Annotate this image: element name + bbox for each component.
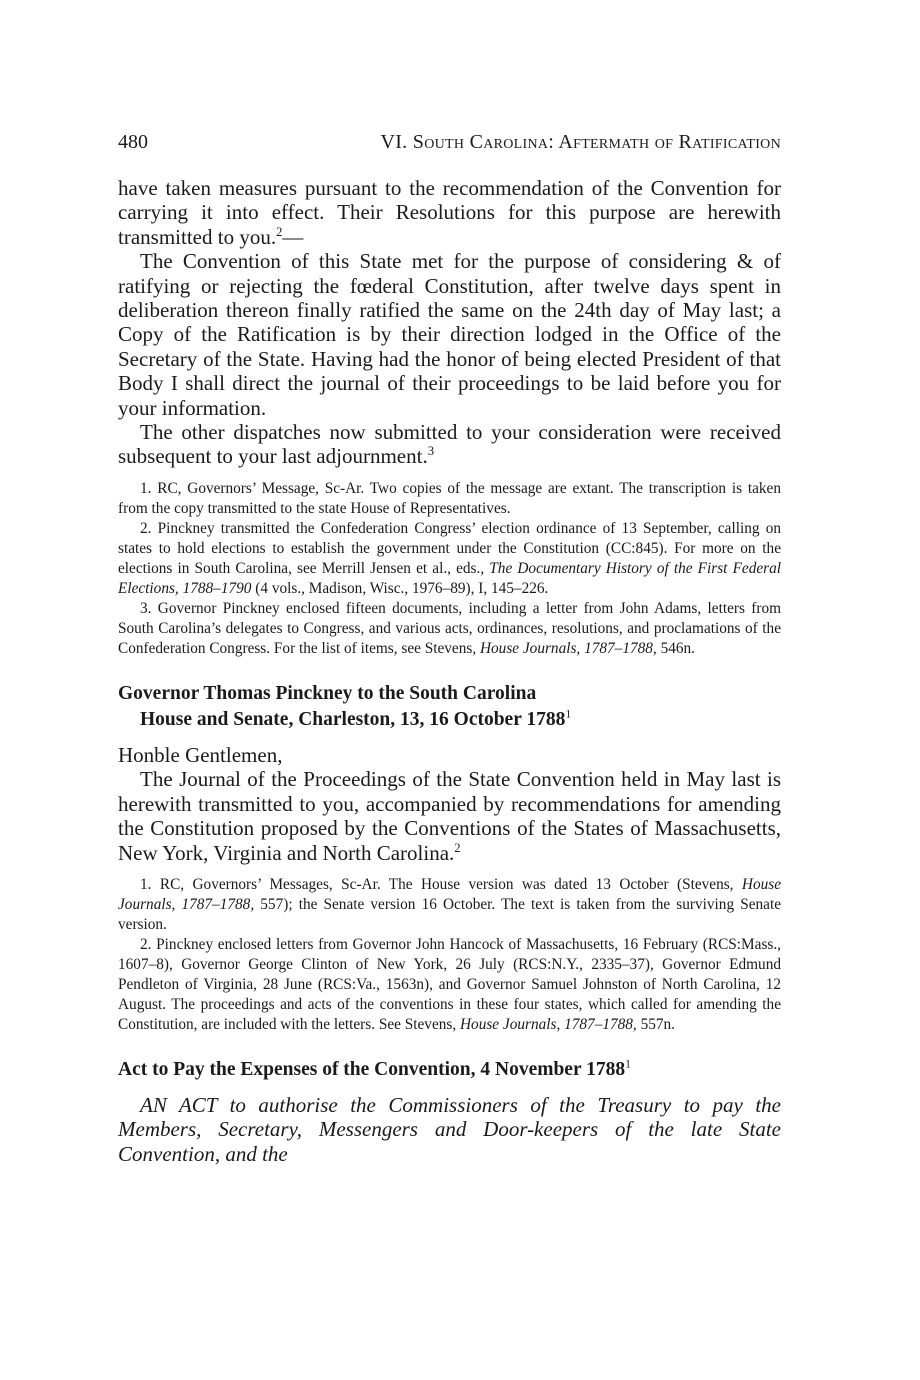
paragraph-text: have taken measures pursuant to the recommendation of the Convention for carrying it into effect. Their Resolutions for this purpose are herewith transmitted to you. bbox=[118, 176, 781, 249]
page-content bbox=[118, 176, 781, 1166]
paragraph-text: The Journal of the Proceedings of the State Convention held in May last is herewith transmitted to you, accompanied by recommendations for amending the Constitution proposed by the Conventions of the States of Massachusetts, New York, Virginia and North Carolina. bbox=[118, 767, 781, 865]
act-title-text: to authorise the Commissioners of the Treasury to pay the Members, Secretary, Messengers and Door-keepers of the late State Convention, and the bbox=[118, 1092, 781, 1166]
em-dash: — bbox=[282, 224, 304, 249]
heading-text: Act to Pay the Expenses of the Convention, 4 November 1788 bbox=[118, 1058, 626, 1080]
footnote-marker: 3 bbox=[427, 444, 434, 459]
footnote-marker: 1 bbox=[565, 707, 572, 721]
document-heading bbox=[118, 681, 781, 733]
footnote bbox=[118, 875, 781, 935]
cited-title: House Journals, 1787–1788, bbox=[118, 875, 781, 913]
footnote-text: 2. Pinckney transmitted the Confederation Congress’ election ordinance of 13 September, calling on states to hold elections to establish the government under the Constitution (CC:845). For more on the elections in South Carolina, see Merrill Jensen et al., eds., bbox=[118, 519, 781, 577]
footnote-marker: 2 bbox=[454, 840, 461, 855]
heading-line: Governor Thomas Pinckney to the South Carolina bbox=[118, 682, 537, 704]
footnote-text: (4 vols., Madison, Wisc., 1976–89), I, 145–226. bbox=[251, 579, 549, 597]
body-paragraph: The Convention of this State met for the purpose of considering & of ratifying or rejecting the fœderal Constitution, after twelve days spent in deliberation thereon finally ratified the same on the 24th day of May last; a Copy of the Ratification is by their direction lodged in the Office of the Secretary of the State. Having had the honor of being elected President of that Body I shall direct the journal of their proceedings to be laid before you for your information. bbox=[118, 249, 781, 420]
heading-line bbox=[118, 707, 781, 733]
footnotes bbox=[118, 479, 781, 659]
document-heading bbox=[118, 1057, 781, 1083]
act-title bbox=[118, 1093, 781, 1166]
footnote-text: 557n. bbox=[636, 1015, 676, 1033]
salutation: Honble Gentlemen, bbox=[118, 742, 283, 767]
footnote bbox=[118, 599, 781, 659]
page-number: 480 bbox=[118, 131, 148, 153]
heading-text: House and Senate, Charleston, 13, 16 October 1788 bbox=[140, 708, 566, 730]
running-title: VI. South Carolina: Aftermath of Ratification bbox=[380, 131, 781, 153]
footnotes bbox=[118, 875, 781, 1035]
footnote bbox=[118, 935, 781, 1035]
footnote-marker: 1 bbox=[625, 1057, 631, 1071]
footnote-text: 557); the Senate version 16 October. The text is taken from the surviving Senate version. bbox=[118, 895, 781, 933]
cited-title: House Journals, 1787–1788, bbox=[479, 639, 657, 657]
body-paragraph bbox=[118, 420, 781, 469]
footnote-text: 1. RC, Governors’ Messages, Sc-Ar. The House version was dated 13 October (Stevens, bbox=[140, 875, 742, 893]
cited-title: House Journals, 1787–1788, bbox=[460, 1015, 637, 1033]
paragraph-text: The other dispatches now submitted to your consideration were received subsequent to your last adjournment. bbox=[118, 420, 781, 469]
act-lead: AN ACT bbox=[140, 1092, 218, 1117]
footnote bbox=[118, 519, 781, 599]
footnote-text: 2. Pinckney enclosed letters from Governor John Hancock of Massachusetts, 16 February (RCS:Mass., 1607–8), Governor George Clinton of New York, 26 July (RCS:N.Y., 2335–37), Governor Edmund Pendleton of Virginia, 28 June (RCS:Va., 1563n), and Governor Samuel Johnston of North Carolina, 12 August. The proceedings and acts of the conventions in these four states, which called for amending the Constitution, are included with the letters. See Stevens, bbox=[118, 935, 781, 1033]
body-paragraph bbox=[118, 176, 781, 249]
footnote: 1. RC, Governors’ Message, Sc-Ar. Two copies of the message are extant. The transcription is taken from the copy transmitted to the state House of Representatives. bbox=[118, 479, 781, 517]
cited-title: The Documentary History of the First Federal Elections, 1788–1790 bbox=[118, 559, 781, 597]
footnote-text: 546n. bbox=[656, 639, 695, 657]
body-paragraph bbox=[118, 767, 781, 865]
footnote-text: 3. Governor Pinckney enclosed fifteen documents, including a letter from John Adams, letters from South Carolina’s delegates to Congress, and various acts, ordinances, resolutions, and proclamations of the Confederation Congress. For the list of items, see Stevens, bbox=[118, 599, 781, 657]
footnote-marker: 2 bbox=[276, 224, 283, 239]
running-header bbox=[118, 130, 781, 154]
